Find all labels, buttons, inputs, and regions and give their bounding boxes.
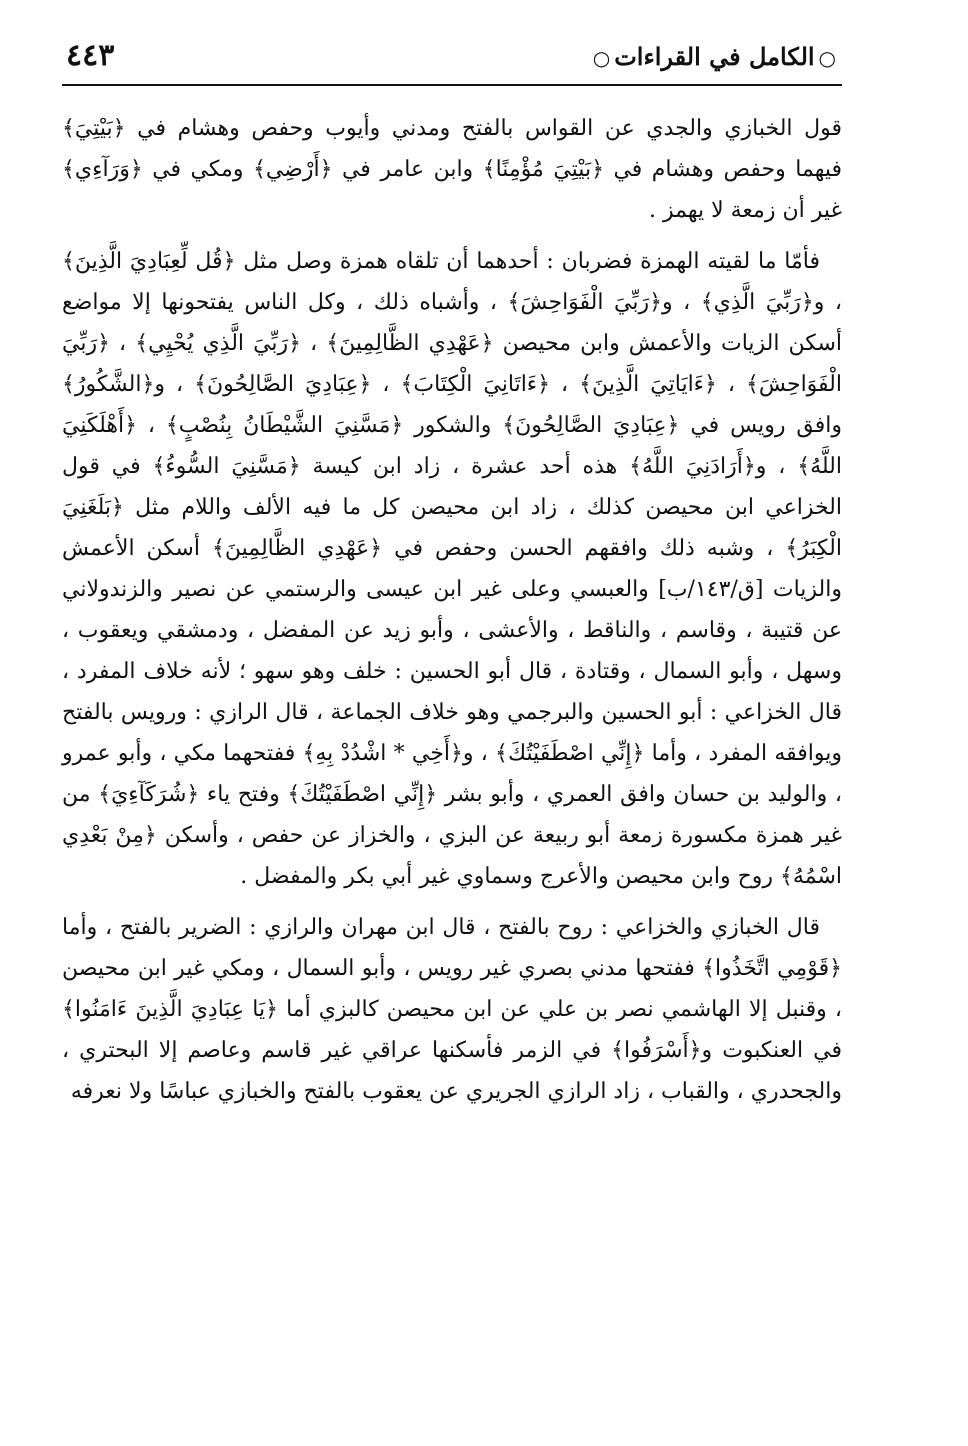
book-page bbox=[62, 28, 842, 1428]
page-number: ٤٤٣ bbox=[66, 38, 115, 73]
text-body bbox=[62, 108, 842, 1122]
paragraph: فأمّا ما لقيته الهمزة فضربان : أحدهما أن تلقاه همزة وصل مثل ﴿قُل لِّعِبَادِيَ الَّذِينَ﴾ ، و﴿رَبِّيَ الَّذِي﴾ ، و﴿رَبِّيَ الْفَوَاحِشَ﴾ ، وأشباه ذلك ، وكل الناس يفتحونها إلا مواضع أسكن الزيات والأعمش وابن محيصن ﴿عَهْدِي الظَّالِمِينَ﴾ ، ﴿رَبِّيَ الَّذِي يُحْيِي﴾ ، ﴿رَبِّيَ الْفَوَاحِشَ﴾ ، ﴿ءَايَاتِيَ الَّذِينَ﴾ ، ﴿ءَاتَانِيَ الْكِتَابَ﴾ ، ﴿عِبَادِيَ الصَّالِحُونَ﴾ ، و﴿الشَّكُورُ﴾ وافق رويس في ﴿عِبَادِيَ الصَّالِحُونَ﴾ والشكور ﴿مَسَّنِيَ الشَّيْطَانُ بِنُصْبٍ﴾ ، ﴿أَهْلَكَنِيَ اللَّهُ﴾ ، و﴿أَرَادَنِيَ اللَّهُ﴾ هذه أحد عشرة ، زاد ابن كيسة ﴿مَسَّنِيَ السُّوءُ﴾ في قول الخزاعي ابن محيصن كذلك ، زاد ابن محيصن كل ما فيه الألف واللام مثل ﴿بَلَغَنِيَ الْكِبَرُ﴾ ، وشبه ذلك وافقهم الحسن وحفص في ﴿عَهْدِي الظَّالِمِينَ﴾ أسكن الأعمش والزيات [ق/١٤٣/ب] والعبسي وعلى غير ابن عيسى والرستمي عن نصير والزندولاني عن قتيبة ، وقاسم ، والناقط ، والأعشى ، وأبو زيد عن المفضل ، ودمشقي ويعقوب ، وسهل ، وأبو السمال ، وقتادة ، قال أبو الحسين : خلف وهو سهو ؛ لأنه خلاف المفرد ، قال الخزاعي : أبو الحسين والبرجمي وهو خلاف الجماعة ، قال الرازي : ورويس بالفتح ويوافقه المفرد ، وأما ﴿إِنِّي اصْطَفَيْتُكَ﴾ ، و﴿أَخِي * اشْدُدْ بِهِ﴾ ففتحهما مكي ، وأبو عمرو ، والوليد بن حسان وافق العمري ، وأبو بشر ﴿إِنِّي اصْطَفَيْتُكَ﴾ وفتح ياء ﴿شُرَكَآءِيَ﴾ من غير همزة مكسورة زمعة أبو ربيعة عن البزي ، والخزاز عن حفص ، وأسكن ﴿مِنْ بَعْدِي اسْمُهُ﴾ روح وابن محيصن والأعرج وسماوي غير أبي بكر والمفضل . bbox=[62, 249, 842, 889]
book-title: الكامل في القراءات bbox=[614, 42, 815, 71]
ring-ornament-icon: ○ bbox=[818, 46, 836, 70]
running-header bbox=[62, 28, 842, 82]
running-title bbox=[589, 42, 840, 71]
paragraph: قول الخبازي والجدي عن القواس بالفتح ومدني وأيوب وحفص وهشام في ﴿بَيْتِيَ﴾ فيهما وحفص وهشام في ﴿بَيْتِيَ مُؤْمِنًا﴾ وابن عامر في ﴿أَرْضِي﴾ ومكي في ﴿وَرَآءِي﴾ غير أن زمعة لا يهمز . bbox=[62, 116, 842, 223]
header-rule bbox=[62, 84, 842, 86]
ring-ornament-icon: ○ bbox=[592, 46, 611, 70]
paragraph: قال الخبازي والخزاعي : روح بالفتح ، قال ابن مهران والرازي : الضرير بالفتح ، وأما ﴿قَوْمِي اتَّخَذُوا﴾ ففتحها مدني بصري غير رويس ، وأبو السمال ، ومكي غير ابن محيصن ، وقنبل إلا الهاشمي نصر بن علي عن ابن محيصن كالبزي أما ﴿يَا عِبَادِيَ الَّذِينَ ءَامَنُوا﴾ في العنكبوت و﴿أَسْرَفُوا﴾ في الزمر فأسكنها عراقي غير قاسم وعاصم إلا البحتري ، والجحدري ، والقباب ، زاد الرازي الجريري عن يعقوب بالفتح والخبازي عباسًا ولا نعرفه bbox=[62, 915, 842, 1104]
